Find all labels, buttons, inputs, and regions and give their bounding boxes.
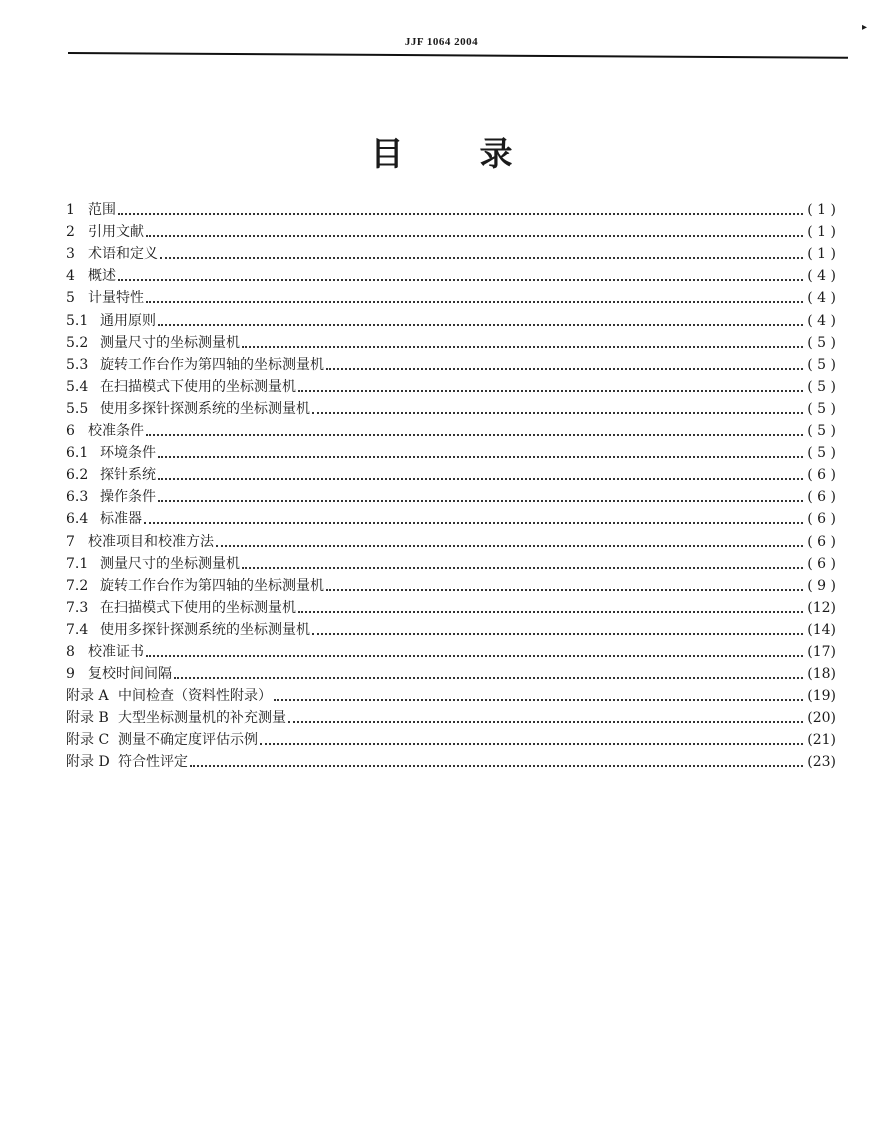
toc-entry-number: 2 — [66, 224, 75, 241]
toc-entry-page: (12) — [807, 599, 836, 616]
toc-title — [0, 128, 883, 175]
toc-entry[interactable] — [66, 263, 836, 285]
toc-entry[interactable] — [66, 307, 836, 329]
dot-leader — [312, 412, 803, 414]
toc-entry-label — [66, 688, 272, 705]
toc-entry-number: 5.5 — [66, 400, 89, 417]
toc-entry[interactable] — [66, 595, 836, 617]
toc-entry[interactable] — [66, 462, 836, 484]
toc-entry[interactable] — [66, 352, 836, 374]
toc-entry[interactable] — [66, 440, 836, 462]
dot-leader — [158, 324, 803, 326]
toc-entry[interactable] — [66, 727, 836, 749]
toc-entry-text: 大型坐标测量机的补充测量 — [118, 710, 286, 727]
toc-entry-number: 4 — [66, 268, 75, 285]
toc-entry-text: 使用多探针探测系统的坐标测量机 — [100, 621, 310, 638]
dot-leader — [158, 456, 803, 458]
header-rule — [68, 52, 848, 59]
toc-entry-number: 5.2 — [66, 334, 89, 351]
toc-entry-label — [66, 754, 188, 771]
toc-entry-number: 5.1 — [66, 312, 89, 329]
toc-entry-label — [66, 578, 324, 595]
dot-leader — [326, 589, 803, 591]
dot-leader — [158, 478, 803, 480]
toc-entry-text: 中间检查（资料性附录） — [118, 688, 272, 705]
toc-entry-label — [66, 423, 144, 440]
toc-entry-label — [66, 313, 156, 330]
toc-entry-number: 3 — [66, 246, 75, 263]
toc-entry-text: 概述 — [88, 268, 116, 285]
dot-leader — [118, 213, 803, 215]
toc-entry-text: 校准证书 — [88, 643, 144, 660]
toc-entry[interactable] — [66, 551, 836, 573]
corner-mark: ▸ — [862, 22, 868, 33]
toc-entry[interactable] — [66, 749, 836, 771]
dot-leader — [298, 390, 803, 392]
toc-entry[interactable] — [66, 418, 836, 440]
toc-entry-label — [66, 710, 286, 727]
dot-leader — [298, 611, 803, 613]
toc-entry-page: ( 5 ) — [807, 445, 836, 462]
toc-entry-page: (19) — [807, 688, 836, 705]
toc-entry-page: (21) — [807, 732, 836, 749]
toc-entry[interactable] — [66, 285, 836, 307]
dot-leader — [118, 279, 803, 281]
toc-entry[interactable] — [66, 661, 836, 683]
toc-entry-page: ( 6 ) — [807, 555, 836, 572]
toc-entry-label — [66, 622, 310, 639]
dot-leader — [146, 235, 803, 237]
toc-entry-text: 校准项目和校准方法 — [88, 533, 214, 550]
toc-entry-number: 附录 A — [66, 688, 109, 705]
dot-leader — [312, 633, 803, 635]
toc-entry-label — [66, 511, 142, 528]
toc-entry-text: 探针系统 — [100, 467, 156, 484]
toc-entry-label — [66, 246, 158, 263]
toc-entry-number: 7.4 — [66, 621, 89, 638]
toc-entry-page: ( 6 ) — [807, 533, 836, 550]
toc-entry-label — [66, 556, 240, 573]
toc-entry-label — [66, 644, 144, 661]
dot-leader — [160, 257, 803, 259]
toc-entry-page: ( 6 ) — [807, 467, 836, 484]
toc-entry-number: 附录 C — [66, 732, 110, 749]
dot-leader — [146, 655, 803, 657]
toc-entry[interactable] — [66, 241, 836, 263]
toc-title-char-2: 录 — [479, 134, 513, 173]
toc-entry-page: ( 4 ) — [807, 268, 836, 285]
toc-entry-text: 通用原则 — [100, 312, 156, 329]
toc-entry[interactable] — [66, 528, 836, 550]
toc-entry-text: 在扫描模式下使用的坐标测量机 — [100, 378, 296, 395]
toc-entry[interactable] — [66, 396, 836, 418]
dot-leader — [216, 545, 803, 547]
toc-entry-text: 环境条件 — [100, 445, 156, 462]
toc-entry-number: 8 — [66, 643, 75, 660]
toc-entry-number: 6.3 — [66, 489, 89, 506]
toc-entry[interactable] — [66, 219, 836, 241]
dot-leader — [146, 434, 803, 436]
toc-entry-page: ( 5 ) — [807, 334, 836, 351]
toc-entry-label — [66, 202, 116, 219]
toc-entry-label — [66, 666, 172, 683]
toc-entry-text: 范围 — [88, 202, 116, 219]
toc-entry-page: ( 4 ) — [807, 312, 836, 329]
dot-leader — [288, 721, 803, 723]
toc-entry[interactable] — [66, 197, 836, 219]
toc-entry[interactable] — [66, 683, 836, 705]
toc-entry[interactable] — [66, 484, 836, 506]
toc-entry-page: ( 6 ) — [807, 489, 836, 506]
toc-entry-number: 6.2 — [66, 467, 89, 484]
toc-entry-page: ( 5 ) — [807, 378, 836, 395]
toc-entry-text: 计量特性 — [88, 290, 144, 307]
toc-entry-text: 校准条件 — [88, 423, 144, 440]
toc-entry-text: 术语和定义 — [88, 246, 158, 263]
toc-entry-text: 使用多探针探测系统的坐标测量机 — [100, 400, 310, 417]
toc-entry-label — [66, 268, 116, 285]
toc-entry-label — [66, 467, 156, 484]
toc-entry-label — [66, 600, 296, 617]
toc-entry-text: 复校时间间隔 — [88, 666, 172, 683]
toc-entry-page: ( 6 ) — [807, 511, 836, 528]
toc-entry[interactable] — [66, 374, 836, 396]
toc-entry-text: 测量尺寸的坐标测量机 — [100, 555, 240, 572]
toc-entry-page: ( 1 ) — [807, 224, 836, 241]
dot-leader — [242, 346, 803, 348]
toc-entry-page: ( 5 ) — [807, 423, 836, 440]
toc-entry-text: 旋转工作台作为第四轴的坐标测量机 — [100, 577, 324, 594]
toc-entry[interactable] — [66, 330, 836, 352]
toc-entry-number: 附录 B — [66, 710, 109, 727]
toc-entry-number: 7.2 — [66, 577, 89, 594]
toc-entry[interactable] — [66, 639, 836, 661]
toc-entry-text: 在扫描模式下使用的坐标测量机 — [100, 599, 296, 616]
toc-entry-number: 6.1 — [66, 445, 89, 462]
dot-leader — [174, 677, 803, 679]
toc-entry[interactable] — [66, 506, 836, 528]
dot-leader — [146, 301, 803, 303]
dot-leader — [326, 368, 803, 370]
toc-entry-number: 5.3 — [66, 356, 89, 373]
toc-entry-text: 测量不确定度评估示例 — [118, 732, 258, 749]
dot-leader — [274, 699, 803, 701]
toc-entry-page: (14) — [807, 621, 836, 638]
toc-entry-text: 测量尺寸的坐标测量机 — [100, 334, 240, 351]
toc-entry-label — [66, 379, 296, 396]
toc-entry-page: ( 1 ) — [807, 202, 836, 219]
toc-entry-page: (23) — [807, 754, 836, 771]
toc-entry-label — [66, 357, 324, 374]
standard-code-header: JJF 1064 2004 — [404, 36, 479, 48]
toc-entry[interactable] — [66, 705, 836, 727]
toc-entry-text: 旋转工作台作为第四轴的坐标测量机 — [100, 356, 324, 373]
toc-entry-page: ( 4 ) — [807, 290, 836, 307]
toc-entry-label — [66, 290, 144, 307]
toc-entry-page: (20) — [807, 710, 836, 727]
toc-entry-label — [66, 732, 258, 749]
dot-leader — [144, 522, 803, 524]
toc-entry[interactable] — [66, 573, 836, 595]
toc-entry-number: 附录 D — [66, 754, 110, 771]
toc-entry-text: 操作条件 — [100, 489, 156, 506]
dot-leader — [158, 500, 803, 502]
toc-entry-text: 引用文献 — [88, 224, 144, 241]
dot-leader — [190, 765, 803, 767]
toc-entry-label — [66, 445, 156, 462]
toc-entry-number: 5 — [66, 290, 75, 307]
table-of-contents — [66, 197, 836, 771]
toc-entry[interactable] — [66, 617, 836, 639]
toc-entry-page: (17) — [807, 643, 836, 660]
toc-entry-label — [66, 401, 310, 418]
dot-leader — [260, 743, 803, 745]
toc-entry-page: ( 9 ) — [807, 577, 836, 594]
toc-entry-number: 1 — [66, 202, 75, 219]
toc-entry-number: 9 — [66, 666, 75, 683]
toc-entry-number: 7 — [66, 533, 75, 550]
toc-entry-page: (18) — [807, 666, 836, 683]
toc-entry-number: 7.3 — [66, 599, 89, 616]
toc-entry-page: ( 5 ) — [807, 400, 836, 417]
toc-entry-text: 标准器 — [100, 511, 142, 528]
toc-entry-text: 符合性评定 — [118, 754, 188, 771]
toc-entry-page: ( 5 ) — [807, 356, 836, 373]
toc-entry-number: 6 — [66, 423, 75, 440]
toc-entry-label — [66, 224, 144, 241]
toc-entry-number: 5.4 — [66, 378, 89, 395]
toc-entry-label — [66, 489, 156, 506]
toc-entry-number: 6.4 — [66, 511, 89, 528]
toc-entry-label — [66, 335, 240, 352]
toc-entry-label — [66, 534, 214, 551]
toc-entry-number: 7.1 — [66, 555, 89, 572]
toc-title-char-1: 目 — [370, 134, 404, 173]
dot-leader — [242, 567, 803, 569]
toc-entry-page: ( 1 ) — [807, 246, 836, 263]
